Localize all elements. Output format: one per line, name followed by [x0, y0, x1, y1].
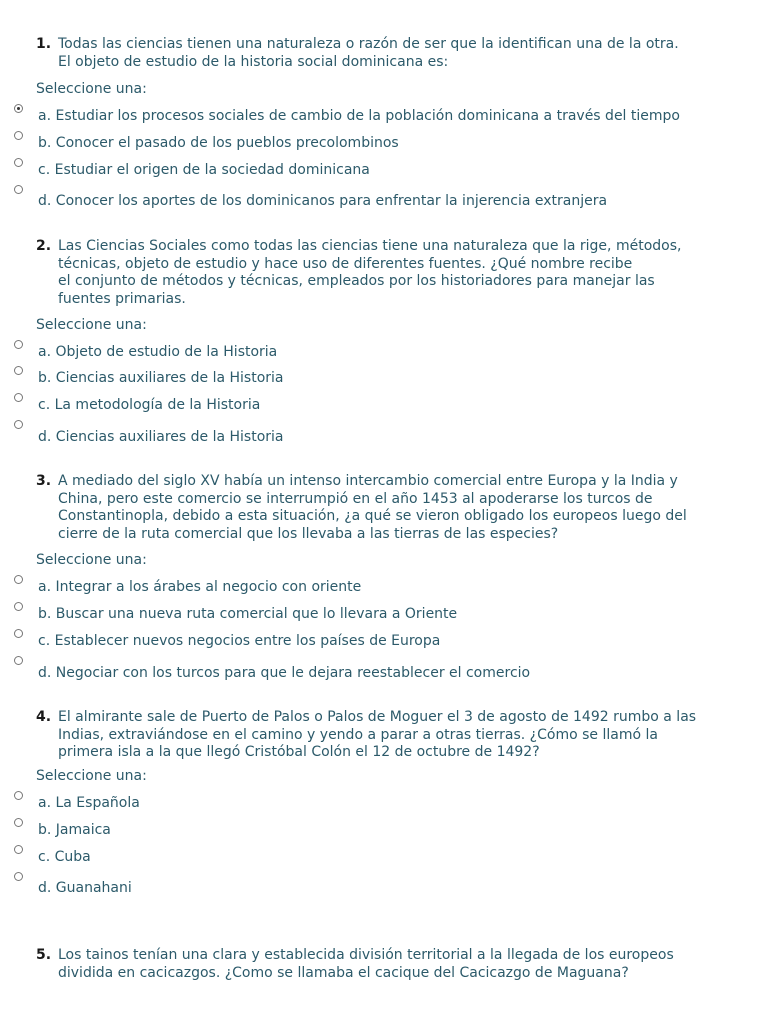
question-number: 3.	[36, 473, 52, 489]
option-label[interactable]: d. Negociar con los turcos para que le dejara reestablecer el comercio	[38, 665, 531, 681]
radio-button[interactable]	[14, 131, 23, 140]
radio-button[interactable]	[14, 872, 23, 881]
option-label[interactable]: a. Estudiar los procesos sociales de cambio de la población dominicana a través del tiempo	[38, 108, 680, 124]
option-label[interactable]: c. Establecer nuevos negocios entre los países de Europa	[38, 633, 441, 649]
option-label[interactable]: d. Guanahani	[38, 880, 132, 896]
question-number: 4.	[36, 709, 52, 725]
option-label[interactable]: a. Integrar a los árabes al negocio con oriente	[38, 579, 362, 595]
question-text: Los tainos tenían una clara y establecida división territorial a la llegada de los europeos dividida en cacicazgos. ¿Como se llamaba el cacique del Cacicazgo de Maguana?	[58, 947, 674, 981]
question-text: Las Ciencias Sociales como todas las ciencias tiene una naturaleza que la rige, métodos, técnicas, objeto de estudio y hace uso de diferentes fuentes. ¿Qué nombre recibe el conjunto de métodos y técnicas, empleados por los historiadores para manejar las fuentes primarias.	[58, 238, 682, 307]
question-number: 2.	[36, 238, 52, 254]
radio-button[interactable]	[14, 158, 23, 167]
radio-button[interactable]	[14, 104, 23, 113]
select-label: Seleccione una:	[36, 81, 147, 97]
radio-button[interactable]	[14, 420, 23, 429]
radio-button[interactable]	[14, 366, 23, 375]
radio-button[interactable]	[14, 185, 23, 194]
option-label[interactable]: a. Objeto de estudio de la Historia	[38, 344, 278, 360]
question-number: 5.	[36, 947, 52, 963]
option-label[interactable]: b. Ciencias auxiliares de la Historia	[38, 370, 284, 386]
option-label[interactable]: b. Jamaica	[38, 822, 111, 838]
radio-button[interactable]	[14, 340, 23, 349]
select-label: Seleccione una:	[36, 768, 147, 784]
radio-button[interactable]	[14, 656, 23, 665]
option-label[interactable]: c. Cuba	[38, 849, 91, 865]
option-label[interactable]: b. Buscar una nueva ruta comercial que lo llevara a Oriente	[38, 606, 458, 622]
radio-button[interactable]	[14, 791, 23, 800]
select-label: Seleccione una:	[36, 552, 147, 568]
option-label[interactable]: c. Estudiar el origen de la sociedad dominicana	[38, 162, 370, 178]
option-label[interactable]: b. Conocer el pasado de los pueblos precolombinos	[38, 135, 399, 151]
question-text: A mediado del siglo XV había un intenso intercambio comercial entre Europa y la India y China, pero este comercio se interrumpió en el año 1453 al apoderarse los turcos de Constantinopla, debido a esta situación, ¿a qué se vieron obligado los europeos luego del cierre de la ruta comercial que los llevaba a las tierras de las especies?	[58, 473, 687, 542]
question-text: Todas las ciencias tienen una naturaleza o razón de ser que la identifican una de la otra. El objeto de estudio de la historia social dominicana es:	[58, 36, 679, 70]
option-label[interactable]: d. Conocer los aportes de los dominicanos para enfrentar la injerencia extranjera	[38, 193, 608, 209]
question-number: 1.	[36, 36, 52, 52]
radio-button[interactable]	[14, 575, 23, 584]
select-label: Seleccione una:	[36, 317, 147, 333]
option-label[interactable]: a. La Española	[38, 795, 140, 811]
radio-button[interactable]	[14, 629, 23, 638]
radio-button[interactable]	[14, 818, 23, 827]
question-text: El almirante sale de Puerto de Palos o Palos de Moguer el 3 de agosto de 1492 rumbo a las Indias, extraviándose en el camino y yendo a parar a otras tierras. ¿Cómo se llamó la primera isla a la que llegó Cristóbal Colón el 12 de octubre de 1492?	[58, 709, 697, 760]
option-label[interactable]: d. Ciencias auxiliares de la Historia	[38, 429, 284, 445]
option-label[interactable]: c. La metodología de la Historia	[38, 397, 261, 413]
radio-button[interactable]	[14, 393, 23, 402]
radio-button[interactable]	[14, 845, 23, 854]
radio-button[interactable]	[14, 602, 23, 611]
